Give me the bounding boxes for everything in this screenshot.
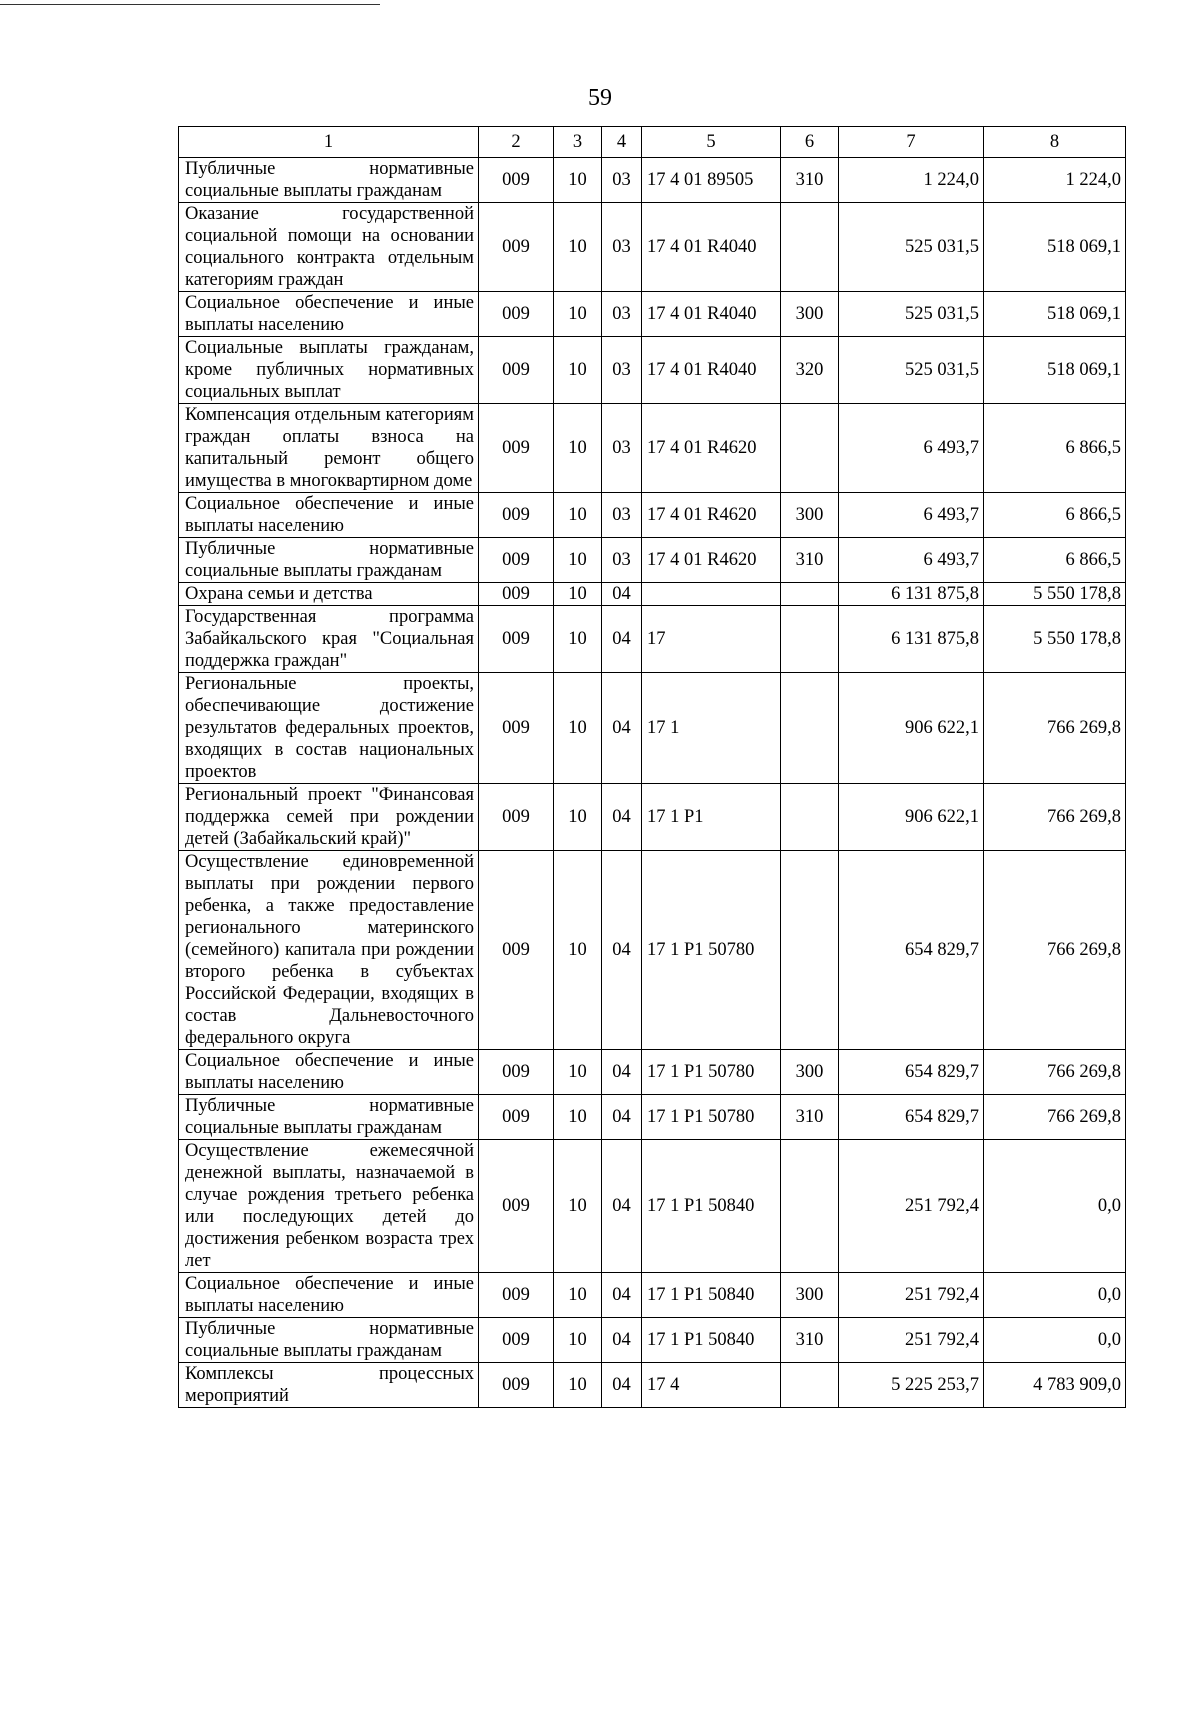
header-cell: 7 <box>839 127 984 158</box>
table-row <box>179 851 1126 1050</box>
row-grbs-code: 009 <box>479 337 554 404</box>
row-name: Социальное обеспечение и иные выплаты населению <box>179 1050 479 1095</box>
row-subsection-code: 03 <box>602 203 642 292</box>
page-number: 59 <box>588 85 612 111</box>
row-section-code: 10 <box>554 1318 602 1363</box>
scan-edge-line <box>0 4 380 5</box>
row-section-code: 10 <box>554 337 602 404</box>
row-section-code: 10 <box>554 1363 602 1408</box>
row-amount-year1: 654 829,7 <box>839 851 984 1050</box>
row-target-article: 17 4 01 R4620 <box>642 538 781 583</box>
header-cell: 2 <box>479 127 554 158</box>
row-name: Публичные нормативные социальные выплаты гражданам <box>179 158 479 203</box>
row-amount-year2: 518 069,1 <box>984 337 1126 404</box>
row-subsection-code: 04 <box>602 583 642 606</box>
row-section-code: 10 <box>554 1273 602 1318</box>
row-section-code: 10 <box>554 1095 602 1140</box>
row-expense-type <box>781 673 839 784</box>
row-name: Публичные нормативные социальные выплаты гражданам <box>179 538 479 583</box>
row-subsection-code: 04 <box>602 673 642 784</box>
row-expense-type: 310 <box>781 1095 839 1140</box>
row-expense-type: 300 <box>781 1050 839 1095</box>
row-name: Публичные нормативные социальные выплаты гражданам <box>179 1095 479 1140</box>
row-section-code: 10 <box>554 583 602 606</box>
row-expense-type <box>781 851 839 1050</box>
row-expense-type: 310 <box>781 158 839 203</box>
row-section-code: 10 <box>554 1050 602 1095</box>
row-amount-year1: 906 622,1 <box>839 784 984 851</box>
row-target-article: 17 4 01 R4040 <box>642 203 781 292</box>
row-expense-type <box>781 1140 839 1273</box>
table-row <box>179 606 1126 673</box>
table-row <box>179 1318 1126 1363</box>
row-expense-type <box>781 404 839 493</box>
table-row <box>179 493 1126 538</box>
row-name: Региональные проекты, обеспечивающие достижение результатов федеральных проектов, входящих в состав национальных проектов <box>179 673 479 784</box>
row-target-article: 17 1 <box>642 673 781 784</box>
table-row <box>179 292 1126 337</box>
row-amount-year1: 251 792,4 <box>839 1273 984 1318</box>
row-grbs-code: 009 <box>479 673 554 784</box>
table-row <box>179 1140 1126 1273</box>
row-amount-year2: 518 069,1 <box>984 203 1126 292</box>
row-grbs-code: 009 <box>479 1363 554 1408</box>
row-expense-type: 310 <box>781 1318 839 1363</box>
row-amount-year1: 6 493,7 <box>839 538 984 583</box>
table-row <box>179 673 1126 784</box>
row-subsection-code: 03 <box>602 337 642 404</box>
row-target-article: 17 4 01 R4620 <box>642 493 781 538</box>
row-subsection-code: 04 <box>602 1140 642 1273</box>
row-grbs-code: 009 <box>479 158 554 203</box>
row-name: Осуществление ежемесячной денежной выплаты, назначаемой в случае рождения третьего ребенка или последующих детей до достижения ребенком возраста трех лет <box>179 1140 479 1273</box>
row-target-article: 17 4 01 89505 <box>642 158 781 203</box>
row-amount-year2: 766 269,8 <box>984 1050 1126 1095</box>
row-amount-year1: 6 493,7 <box>839 404 984 493</box>
row-grbs-code: 009 <box>479 1050 554 1095</box>
row-grbs-code: 009 <box>479 1273 554 1318</box>
row-grbs-code: 009 <box>479 784 554 851</box>
row-expense-type: 300 <box>781 493 839 538</box>
row-amount-year1: 906 622,1 <box>839 673 984 784</box>
row-expense-type <box>781 583 839 606</box>
row-expense-type <box>781 1363 839 1408</box>
header-row <box>179 127 1126 158</box>
row-amount-year2: 0,0 <box>984 1273 1126 1318</box>
row-amount-year1: 6 493,7 <box>839 493 984 538</box>
header-cell: 1 <box>179 127 479 158</box>
row-target-article: 17 4 <box>642 1363 781 1408</box>
row-section-code: 10 <box>554 292 602 337</box>
row-amount-year1: 1 224,0 <box>839 158 984 203</box>
row-name: Социальное обеспечение и иные выплаты населению <box>179 292 479 337</box>
row-expense-type <box>781 784 839 851</box>
row-target-article <box>642 583 781 606</box>
table-row <box>179 538 1126 583</box>
row-grbs-code: 009 <box>479 538 554 583</box>
row-amount-year1: 6 131 875,8 <box>839 583 984 606</box>
row-section-code: 10 <box>554 404 602 493</box>
header-cell: 3 <box>554 127 602 158</box>
row-subsection-code: 03 <box>602 404 642 493</box>
row-grbs-code: 009 <box>479 1318 554 1363</box>
header-cell: 4 <box>602 127 642 158</box>
row-name: Социальные выплаты гражданам, кроме публичных нормативных социальных выплат <box>179 337 479 404</box>
table-row <box>179 1363 1126 1408</box>
row-name: Публичные нормативные социальные выплаты гражданам <box>179 1318 479 1363</box>
row-expense-type: 310 <box>781 538 839 583</box>
table-row <box>179 158 1126 203</box>
row-expense-type <box>781 203 839 292</box>
row-amount-year2: 5 550 178,8 <box>984 606 1126 673</box>
row-name: Оказание государственной социальной помощи на основании социального контракта отдельным категориям граждан <box>179 203 479 292</box>
row-subsection-code: 04 <box>602 784 642 851</box>
table-row <box>179 583 1126 606</box>
row-section-code: 10 <box>554 203 602 292</box>
row-amount-year2: 0,0 <box>984 1318 1126 1363</box>
row-amount-year1: 654 829,7 <box>839 1095 984 1140</box>
table-row <box>179 784 1126 851</box>
row-grbs-code: 009 <box>479 203 554 292</box>
row-amount-year2: 518 069,1 <box>984 292 1126 337</box>
row-target-article: 17 <box>642 606 781 673</box>
row-amount-year2: 1 224,0 <box>984 158 1126 203</box>
row-subsection-code: 03 <box>602 538 642 583</box>
row-amount-year2: 0,0 <box>984 1140 1126 1273</box>
row-expense-type <box>781 606 839 673</box>
row-name: Охрана семьи и детства <box>179 583 479 606</box>
row-target-article: 17 1 P1 50780 <box>642 1095 781 1140</box>
row-subsection-code: 04 <box>602 1273 642 1318</box>
row-grbs-code: 009 <box>479 404 554 493</box>
row-subsection-code: 04 <box>602 1363 642 1408</box>
row-subsection-code: 04 <box>602 1050 642 1095</box>
table-row <box>179 1273 1126 1318</box>
row-target-article: 17 1 P1 50840 <box>642 1140 781 1273</box>
row-amount-year2: 766 269,8 <box>984 784 1126 851</box>
row-name: Осуществление единовременной выплаты при рождении первого ребенка, а также предоставление регионального материнского (семейного) капитала при рождении второго ребенка в субъектах Российской Федерации, входящих в состав Дальневосточного федерального округа <box>179 851 479 1050</box>
row-name: Государственная программа Забайкальского края "Социальная поддержка граждан" <box>179 606 479 673</box>
row-grbs-code: 009 <box>479 851 554 1050</box>
row-grbs-code: 009 <box>479 1095 554 1140</box>
row-grbs-code: 009 <box>479 583 554 606</box>
row-section-code: 10 <box>554 851 602 1050</box>
row-grbs-code: 009 <box>479 1140 554 1273</box>
row-name: Компенсация отдельным категориям граждан оплаты взноса на капитальный ремонт общего имущества в многоквартирном доме <box>179 404 479 493</box>
row-subsection-code: 03 <box>602 292 642 337</box>
row-target-article: 17 1 P1 50780 <box>642 851 781 1050</box>
row-amount-year2: 766 269,8 <box>984 851 1126 1050</box>
table-row <box>179 404 1126 493</box>
row-section-code: 10 <box>554 538 602 583</box>
row-amount-year1: 525 031,5 <box>839 337 984 404</box>
header-cell: 6 <box>781 127 839 158</box>
row-amount-year1: 5 225 253,7 <box>839 1363 984 1408</box>
header-cell: 5 <box>642 127 781 158</box>
table-row <box>179 337 1126 404</box>
row-section-code: 10 <box>554 1140 602 1273</box>
row-subsection-code: 03 <box>602 158 642 203</box>
row-amount-year1: 525 031,5 <box>839 292 984 337</box>
row-grbs-code: 009 <box>479 606 554 673</box>
row-target-article: 17 1 P1 <box>642 784 781 851</box>
row-amount-year1: 525 031,5 <box>839 203 984 292</box>
row-target-article: 17 1 P1 50840 <box>642 1273 781 1318</box>
row-amount-year2: 4 783 909,0 <box>984 1363 1126 1408</box>
row-target-article: 17 4 01 R4040 <box>642 337 781 404</box>
row-subsection-code: 04 <box>602 606 642 673</box>
row-expense-type: 320 <box>781 337 839 404</box>
row-expense-type: 300 <box>781 1273 839 1318</box>
row-target-article: 17 4 01 R4040 <box>642 292 781 337</box>
row-amount-year1: 6 131 875,8 <box>839 606 984 673</box>
row-amount-year2: 766 269,8 <box>984 1095 1126 1140</box>
row-target-article: 17 4 01 R4620 <box>642 404 781 493</box>
row-subsection-code: 04 <box>602 1318 642 1363</box>
row-target-article: 17 1 P1 50840 <box>642 1318 781 1363</box>
row-amount-year2: 5 550 178,8 <box>984 583 1126 606</box>
row-amount-year1: 251 792,4 <box>839 1140 984 1273</box>
row-subsection-code: 04 <box>602 851 642 1050</box>
table-row <box>179 1050 1126 1095</box>
row-section-code: 10 <box>554 784 602 851</box>
row-expense-type: 300 <box>781 292 839 337</box>
row-amount-year2: 6 866,5 <box>984 538 1126 583</box>
row-section-code: 10 <box>554 158 602 203</box>
row-name: Социальное обеспечение и иные выплаты населению <box>179 493 479 538</box>
row-amount-year2: 766 269,8 <box>984 673 1126 784</box>
row-section-code: 10 <box>554 493 602 538</box>
row-grbs-code: 009 <box>479 493 554 538</box>
row-target-article: 17 1 P1 50780 <box>642 1050 781 1095</box>
row-amount-year2: 6 866,5 <box>984 493 1126 538</box>
table-row <box>179 203 1126 292</box>
row-name: Региональный проект "Финансовая поддержка семей при рождении детей (Забайкальский край)" <box>179 784 479 851</box>
row-name: Социальное обеспечение и иные выплаты населению <box>179 1273 479 1318</box>
table-row <box>179 1095 1126 1140</box>
budget-table <box>178 126 1126 1408</box>
row-section-code: 10 <box>554 606 602 673</box>
row-name: Комплексы процессных мероприятий <box>179 1363 479 1408</box>
row-subsection-code: 03 <box>602 493 642 538</box>
row-amount-year2: 6 866,5 <box>984 404 1126 493</box>
header-cell: 8 <box>984 127 1126 158</box>
row-amount-year1: 251 792,4 <box>839 1318 984 1363</box>
row-amount-year1: 654 829,7 <box>839 1050 984 1095</box>
row-subsection-code: 04 <box>602 1095 642 1140</box>
row-section-code: 10 <box>554 673 602 784</box>
row-grbs-code: 009 <box>479 292 554 337</box>
